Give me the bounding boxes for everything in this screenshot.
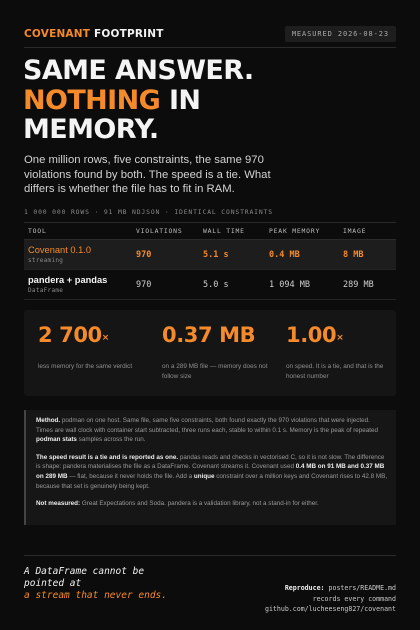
brand-logo [24,28,164,40]
header-wall-time: WALL TIME [203,227,245,235]
repro-line-1 [265,583,396,594]
header-image: IMAGE [343,227,367,235]
repo-link[interactable]: github.com/lucheeseng827/covenant [264,605,396,613]
repro-line-2: records every command [312,594,396,603]
tool-mode: streaming [28,257,64,264]
not-measured-text: Great Expectations and Soda. pandera is a validation library, not a stand-in for either. [80,500,319,508]
repro-path: posters/README.md [324,584,396,592]
reproduce-note [265,583,396,615]
method-text: samples across the run. [76,436,146,444]
header-violations: VIOLATIONS [136,227,183,235]
stat-value [286,322,396,348]
headline-line-2 [23,86,254,116]
stat-number: 0.37 MB [162,323,256,347]
headline-accent: NOTHING [23,84,161,116]
method-label: Method. [36,417,61,424]
tool-cell [24,275,136,294]
measured-date-badge: MEASURED 2026-08-23 [285,26,396,42]
results-table [24,222,396,300]
stat-memory-ratio [38,322,148,372]
footer-quote [24,566,167,602]
not-measured-label: Not measured: [36,500,81,508]
speed-paragraph [36,453,388,491]
dataset-summary: 1 000 000 ROWS · 91 MB NDJSON · IDENTICAL CONSTRAINTS [24,208,273,216]
speed-text: — flat, because it never holds the file. Add a [67,472,194,480]
speed-text: pandas reads and checks in vectorised C, so it is not slow. The difference is shape: pandera materialises the file as a DataFrame. Covenant streams it. Covenant used [36,453,385,471]
headline-line-1: SAME ANSWER. [23,55,254,86]
stat-suffix: × [336,333,344,343]
quote-line-1: A DataFrame cannot be [24,566,145,577]
speed-label: The speed result is a tie and is reported as one. [36,453,179,461]
stat-value [38,322,148,348]
peak-memory-cell: 1 094 MB [269,279,310,290]
stat-speed-ratio [286,322,396,382]
repro-label: Reproduce: [284,584,325,592]
method-note [24,410,396,525]
header-peak-memory: PEAK MEMORY [269,227,321,235]
image-cell: 289 MB [343,279,374,290]
tool-cell [24,245,136,264]
headline-line-2-rest: IN [160,84,201,116]
quote-line-2: pointed at [24,578,82,589]
violations-cell: 970 [136,279,152,290]
method-bold: podman stats [36,436,77,444]
tool-name: pandera + pandas [28,275,108,285]
wall-time-cell: 5.1 s [203,249,229,260]
stat-suffix: × [101,333,109,343]
not-measured-paragraph [36,499,388,509]
header [24,24,396,44]
stat-caption: less memory for the same verdict [38,363,133,370]
stat-number: 1.00 [286,323,337,347]
headline-line-3: MEMORY. [23,114,159,145]
stat-flat-memory [162,322,272,382]
headline [23,56,254,145]
stat-number: 2 700 [38,323,102,347]
tool-mode: DataFrame [28,287,64,294]
top-divider [24,47,396,48]
stat-caption: on a 289 MB file — memory does not follow size [162,363,268,380]
table-header [24,222,396,240]
stats-panel [24,310,396,396]
table-row [24,240,396,270]
method-text: podman on one host. Same file, same five constraints, both found exactly the 970 violations that were injected. Times are wall clock with container start subtracted, three runs each, stable to within 0.1 s. Memory is the peak of repeated [36,417,379,434]
header-tool: TOOL [28,227,47,235]
speed-bold: unique [193,472,215,480]
stat-caption: on speed. It is a tie, and that is the honest number [286,363,384,380]
table-row [24,270,396,300]
image-cell: 8 MB [343,249,364,260]
speed-text: constraint over a million keys and Covenant rises to 42.8 MB, because that set is genuinely being kept. [36,472,388,490]
brand-secondary: FOOTPRINT [93,28,164,40]
quote-line-3: a stream that never ends. [24,590,167,601]
lede-paragraph: One million rows, five constraints, the same 970 violations found by both. The speed is a tie. What differs is whether the file has to fit in RAM. [24,154,271,196]
violations-cell: 970 [136,249,152,260]
brand-primary: COVENANT [24,28,91,40]
peak-memory-cell: 0.4 MB [269,249,300,260]
bottom-divider [24,555,396,556]
wall-time-cell: 5.0 s [203,279,229,290]
speed-bold: 0.4 MB on 91 MB and 0.37 MB on 289 MB [36,463,385,480]
method-paragraph [36,416,388,445]
tool-name: Covenant 0.1.0 [28,245,92,255]
stat-value [162,322,272,348]
